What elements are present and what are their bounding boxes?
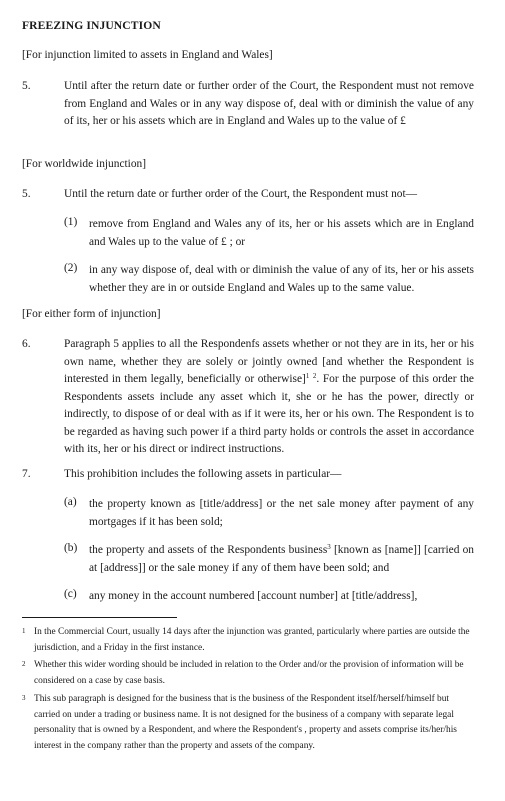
para5-worldwide-text: Until the return date or further order of the Court, the Respondent must not— [64,188,418,200]
item-text: any money in the account numbered [account number] at [title/address], [89,590,418,602]
footnote-1 [22,625,474,656]
para6-number: 6. [22,338,31,350]
item-text [89,542,474,577]
para5-england-number: 5. [22,80,31,92]
item-text: the property known as [title/address] or the net sale money after payment of any mortgages if it has been sold; [89,498,474,528]
footnote-mark: 1 [22,627,26,635]
para7-text: This prohibition includes the following assets in particular— [64,468,342,480]
para5-england-text: Until after the return date or further order of the Court, the Respondent must not remove from England and Wales or in any way dispose of, deal with or diminish the value of any of its, her or his assets which are in England and Wales up to the value of £ [64,80,474,127]
bracket-either-form: [For either form of injunction] [22,308,161,320]
item-text-a: the property and assets of the Respondents business [89,544,328,556]
bracket-worldwide: [For worldwide injunction] [22,158,147,170]
footnote-3 [22,692,474,754]
para7-number: 7. [22,468,31,480]
para6-text [64,336,474,459]
footnote-ref-3: 3 [327,543,331,551]
footnote-separator [22,617,177,618]
para6-text-b: . For the purpose of this order the Respondents assets include any asset which it, she or he has the power, directly or indirectly, to dispose of or deal with as if it were its, her or his own. The Respondent is to be regarded as having such power if a third party holds or controls the asset in accordance with its, her or his direct or indirect instructions. [64,373,474,455]
footnote-text: This sub paragraph is designed for the business that is the business of the Respondent itself/herself/himself but carried on under a trading or business name. It is not designed for the business of a company with separate legal personality that is owned by a Respondent, and where the Respondent's , property and assets comprise its/her/his interest in the company rather than the property and assets of the company. [34,694,457,751]
item-label: (b) [64,542,78,554]
bracket-england-wales: [For injunction limited to assets in England and Wales] [22,49,273,61]
footnote-ref-2: 2 [312,372,317,380]
document-heading: FREEZING INJUNCTION [22,19,161,32]
item-label: (c) [64,588,77,600]
item-label: (1) [64,216,78,228]
para5-worldwide-number: 5. [22,188,31,200]
item-text-b: [known as [name]] [carried on at [address]] or the sale money if any of them have been sold; and [89,544,475,574]
footnote-text: In the Commercial Court, usually 14 days after the injunction was granted, particularly where parties are outside the jurisdiction, and a Friday in the first instance. [34,627,470,653]
footnote-mark: 2 [22,660,26,668]
footnote-mark: 3 [22,694,26,702]
para6-text-a: Paragraph 5 applies to all the Respondenfs assets whether or not they are in its, her or his own name, whether they are solely or jointly owned [and whether the Respondent is interested in them legally, beneficially or otherwise] [64,338,474,385]
item-text: in any way dispose of, deal with or diminish the value of any of its, her or his assets whether they are in or outside England and Wales up to the same value. [89,264,474,294]
footnote-ref-1: 1 [305,372,310,380]
footnote-text: Whether this wider wording should be included in relation to the Order and/or the provision of information will be considered on a case by case basis. [34,660,464,686]
footnote-2 [22,658,474,689]
item-label: (2) [64,262,78,274]
item-text: remove from England and Wales any of its, her or his assets which are in England and Wales up to the value of £ ; or [89,218,474,248]
item-label: (a) [64,496,77,508]
